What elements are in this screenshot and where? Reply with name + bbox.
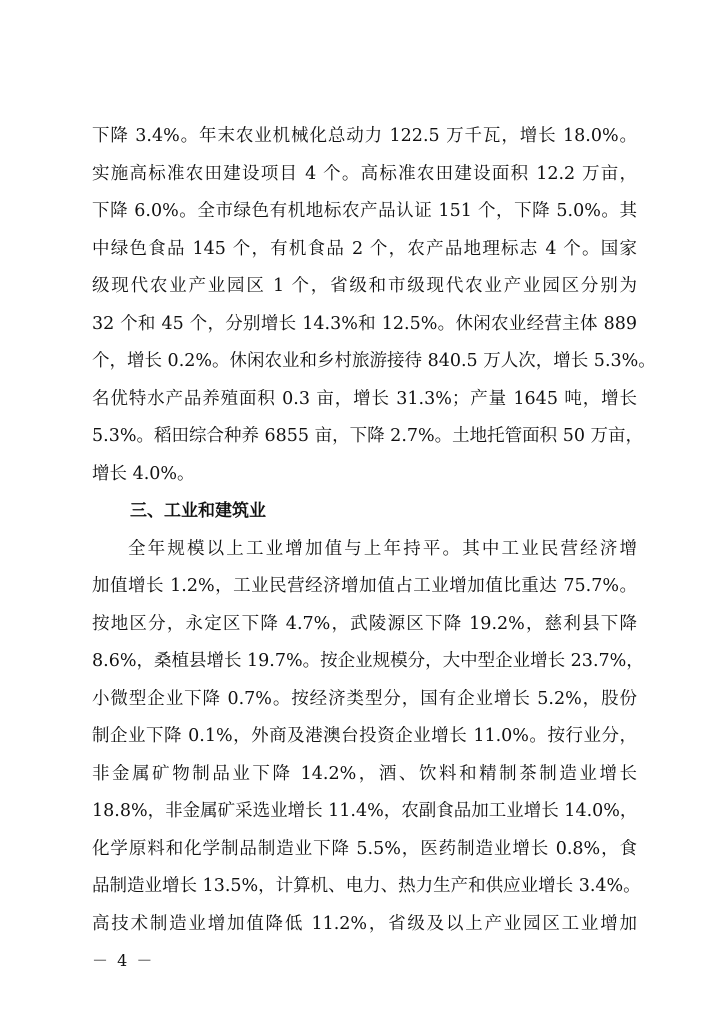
page-number: － 4 －	[92, 951, 155, 970]
text-line: 非金属矿物制品业下降 14.2%，酒、饮料和精制茶制造业增长	[92, 763, 637, 784]
text-line: 名优特水产品养殖面积 0.3 亩，增长 31.3%；产量 1645 吨，增长	[92, 388, 637, 409]
text-line: 个，增长 0.2%。休闲农业和乡村旅游接待 840.5 万人次，增长 5.3%。	[92, 351, 656, 371]
text-line: 全年规模以上工业增加值与上年持平。其中工业民营经济增	[128, 538, 637, 559]
text-line: 32 个和 45 个，分别增长 14.3%和 12.5%。休闲农业经营主体 889	[92, 313, 637, 334]
text-line: 品制造业增长 13.5%，计算机、电力、热力生产和供应业增长 3.4%。	[92, 876, 641, 896]
text-line: 高技术制造业增加值降低 11.2%，省级及以上产业园区工业增加	[92, 913, 637, 934]
text-line: 下降 3.4%。年末农业机械化总动力 122.5 万千瓦，增长 18.0%。	[92, 126, 637, 146]
text-line: 按地区分，永定区下降 4.7%，武陵源区下降 19.2%，慈利县下降	[92, 613, 637, 634]
text-line: 化学原料和化学制品制造业下降 5.5%，医药制造业增长 0.8%，食	[92, 838, 637, 859]
text-line: 中绿色食品 145 个，有机食品 2 个，农产品地理标志 4 个。国家	[92, 238, 637, 259]
text-line: 下降 6.0%。全市绿色有机地标农产品认证 151 个，下降 5.0%。其	[92, 201, 637, 221]
text-line: 18.8%，非金属矿采选业增长 11.4%，农副食品加工业增长 14.0%，	[92, 801, 638, 821]
text-line: 小微型企业下降 0.7%。按经济类型分，国有企业增长 5.2%，股份	[92, 688, 637, 709]
paragraph-industry	[92, 531, 644, 944]
section-heading: 三、工业和建筑业	[130, 501, 266, 521]
paragraph-agriculture	[92, 118, 656, 493]
text-line: 实施高标准农田建设项目 4 个。高标准农田建设面积 12.2 万亩，	[92, 163, 637, 184]
text-line: 5.3%。稻田综合种养 6855 亩，下降 2.7%。土地托管面积 50 万亩，	[92, 426, 644, 446]
text-line: 制企业下降 0.1%，外商及港澳台投资企业增长 11.0%。按行业分，	[92, 726, 637, 746]
text-line: 加值增长 1.2%，工业民营经济增加值占工业增加值比重达 75.7%。	[92, 576, 637, 596]
text-line: 级现代农业产业园区 1 个，省级和市级现代农业产业园区分别为	[92, 276, 637, 296]
text-line: 增长 4.0%。	[92, 463, 195, 484]
document-body	[92, 118, 656, 943]
text-line: 8.6%，桑植县增长 19.7%。按企业规模分，大中型企业增长 23.7%，	[92, 651, 644, 671]
